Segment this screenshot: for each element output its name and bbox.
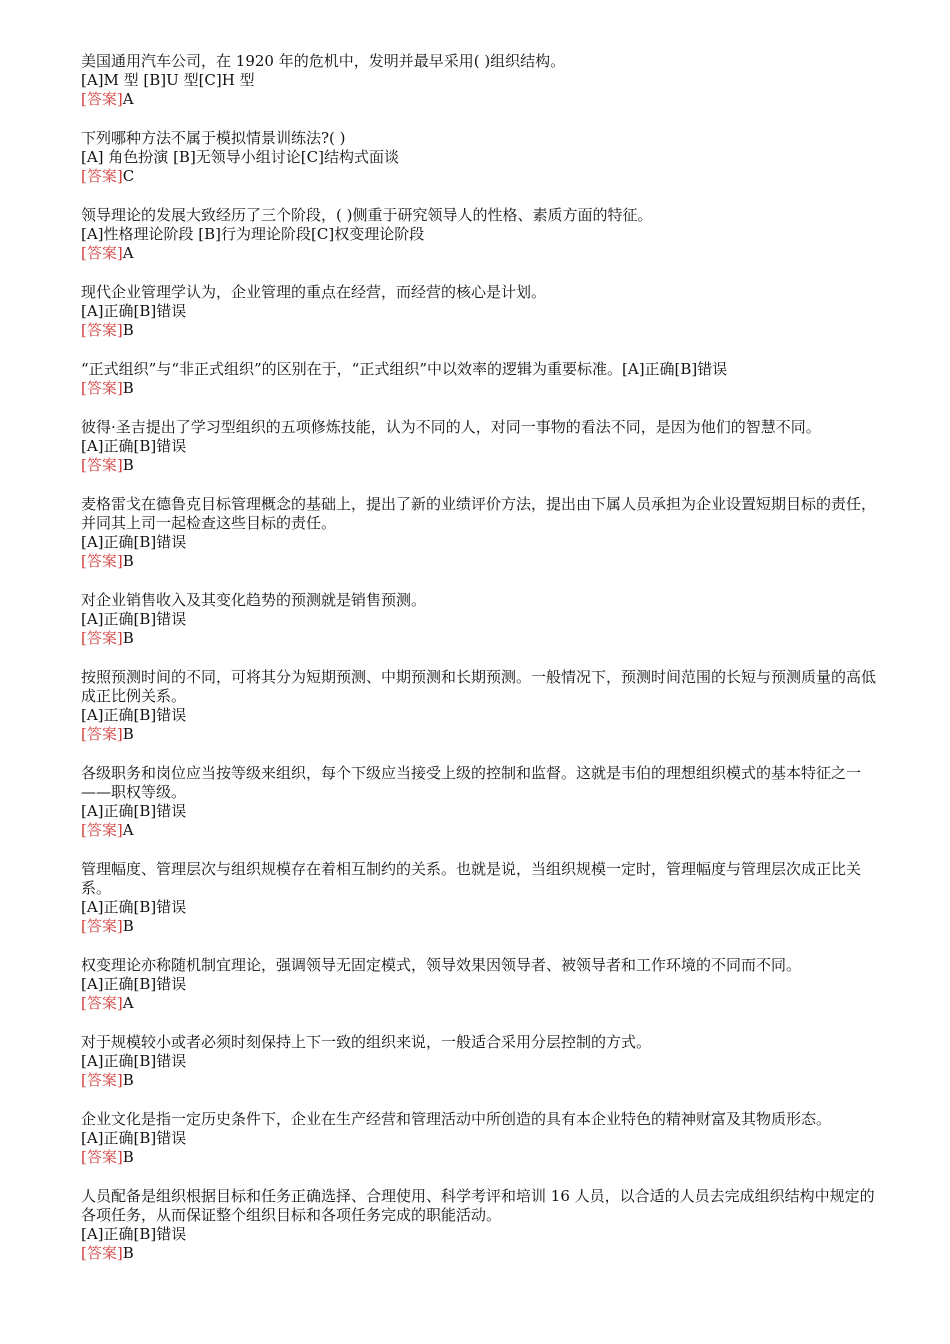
question-item <box>81 1110 881 1167</box>
answer-line <box>81 90 881 109</box>
answer-value: A <box>122 244 134 262</box>
answer-value: B <box>122 917 134 935</box>
question-options: [A]M 型 [B]U 型[C]H 型 <box>81 71 255 89</box>
question-item <box>81 591 881 648</box>
question-options: [A]正确[B]错误 <box>81 437 187 455</box>
question-options: [A]正确[B]错误 <box>81 975 187 993</box>
question-options: [A]正确[B]错误 <box>81 302 187 320</box>
answer-line <box>81 1071 881 1090</box>
answer-label: [答案] <box>81 629 123 647</box>
answer-label: [答案] <box>81 1244 123 1262</box>
answer-label: [答案] <box>81 244 123 262</box>
question-item <box>81 206 881 263</box>
question-options: [A]正确[B]错误 <box>81 610 187 628</box>
question-text: 人员配备是组织根据目标和任务正确选择、合理使用、科学考评和培训 16 人员，以合适的人员去完成组织结构中规定的各项任务，从而保证整个组织目标和各项任务完成的职能活动。 <box>81 1187 875 1224</box>
question-item <box>81 668 881 744</box>
answer-line <box>81 994 881 1013</box>
answer-line <box>81 1148 881 1167</box>
answer-value: A <box>122 994 134 1012</box>
question-text: 对企业销售收入及其变化趋势的预测就是销售预测。 <box>81 591 427 609</box>
answer-value: B <box>122 1148 134 1166</box>
question-item <box>81 764 881 840</box>
answer-label: [答案] <box>81 552 123 570</box>
question-text: 彼得·圣吉提出了学习型组织的五项修炼技能，认为不同的人，对同一事物的看法不同，是因为他们的智慧不同。 <box>81 418 821 436</box>
question-item <box>81 52 881 109</box>
question-options: [A]正确[B]错误 <box>81 533 187 551</box>
question-options: [A] 角色扮演 [B]无领导小组讨论[C]结构式面谈 <box>81 148 399 166</box>
question-text: “正式组织”与“非正式组织”的区别在于，“正式组织”中以效率的逻辑为重要标准。[A]正确[B]错误 <box>81 360 728 378</box>
answer-line <box>81 917 881 936</box>
question-options: [A]正确[B]错误 <box>81 1052 187 1070</box>
question-item <box>81 1033 881 1090</box>
answer-label: [答案] <box>81 456 123 474</box>
question-options: [A]正确[B]错误 <box>81 1129 187 1147</box>
question-text: 麦格雷戈在德鲁克目标管理概念的基础上，提出了新的业绩评价方法，提出由下属人员承担为企业设置短期目标的责任，并同其上司一起检查这些目标的责任。 <box>81 495 877 532</box>
question-options: [A]正确[B]错误 <box>81 898 187 916</box>
answer-value: B <box>122 379 134 397</box>
answer-label: [答案] <box>81 379 123 397</box>
question-item <box>81 418 881 475</box>
question-text: 管理幅度、管理层次与组织规模存在着相互制约的关系。也就是说，当组织规模一定时，管理幅度与管理层次成正比关系。 <box>81 860 862 897</box>
question-options: [A]正确[B]错误 <box>81 706 187 724</box>
question-text: 企业文化是指一定历史条件下，企业在生产经营和管理活动中所创造的具有本企业特色的精神财富及其物质形态。 <box>81 1110 832 1128</box>
answer-label: [答案] <box>81 1071 123 1089</box>
question-list <box>81 52 881 1283</box>
answer-value: B <box>122 552 134 570</box>
answer-line <box>81 725 881 744</box>
answer-value: B <box>122 1071 134 1089</box>
question-text: 领导理论的发展大致经历了三个阶段，( )侧重于研究领导人的性格、素质方面的特征。 <box>81 206 653 224</box>
answer-label: [答案] <box>81 821 123 839</box>
answer-value: B <box>122 1244 134 1262</box>
question-text: 现代企业管理学认为，企业管理的重点在经营，而经营的核心是计划。 <box>81 283 547 301</box>
answer-label: [答案] <box>81 90 123 108</box>
answer-value: B <box>122 321 134 339</box>
answer-value: B <box>122 725 134 743</box>
answer-label: [答案] <box>81 917 123 935</box>
question-item <box>81 860 881 936</box>
question-text: 对于规模较小或者必须时刻保持上下一致的组织来说，一般适合采用分层控制的方式。 <box>81 1033 652 1051</box>
answer-value: A <box>122 90 134 108</box>
question-item <box>81 129 881 186</box>
answer-line <box>81 379 881 398</box>
answer-label: [答案] <box>81 321 123 339</box>
answer-line <box>81 1244 881 1263</box>
answer-line <box>81 456 881 475</box>
answer-value: C <box>122 167 135 185</box>
question-text: 按照预测时间的不同，可将其分为短期预测、中期预测和长期预测。一般情况下，预测时间范围的长短与预测质量的高低成正比例关系。 <box>81 668 877 705</box>
question-text: 下列哪种方法不属于模拟情景训练法?( ) <box>81 129 346 147</box>
question-item <box>81 1187 881 1263</box>
answer-value: B <box>122 629 134 647</box>
question-options: [A]性格理论阶段 [B]行为理论阶段[C]权变理论阶段 <box>81 225 425 243</box>
answer-label: [答案] <box>81 1148 123 1166</box>
answer-line <box>81 629 881 648</box>
question-options: [A]正确[B]错误 <box>81 802 187 820</box>
answer-label: [答案] <box>81 725 123 743</box>
answer-line <box>81 321 881 340</box>
answer-line <box>81 552 881 571</box>
answer-label: [答案] <box>81 167 123 185</box>
answer-value: A <box>122 821 134 839</box>
question-text: 各级职务和岗位应当按等级来组织，每个下级应当接受上级的控制和监督。这就是韦伯的理想组织模式的基本特征之一——职权等级。 <box>81 764 862 801</box>
question-options: [A]正确[B]错误 <box>81 1225 187 1243</box>
answer-label: [答案] <box>81 994 123 1012</box>
question-item <box>81 495 881 571</box>
answer-line <box>81 244 881 263</box>
answer-value: B <box>122 456 134 474</box>
question-item <box>81 283 881 340</box>
question-text: 权变理论亦称随机制宜理论，强调领导无固定模式，领导效果因领导者、被领导者和工作环境的不同而不同。 <box>81 956 802 974</box>
answer-line <box>81 167 881 186</box>
answer-line <box>81 821 881 840</box>
question-item <box>81 360 881 398</box>
question-item <box>81 956 881 1013</box>
question-text: 美国通用汽车公司，在 1920 年的危机中，发明并最早采用( )组织结构。 <box>81 52 566 70</box>
